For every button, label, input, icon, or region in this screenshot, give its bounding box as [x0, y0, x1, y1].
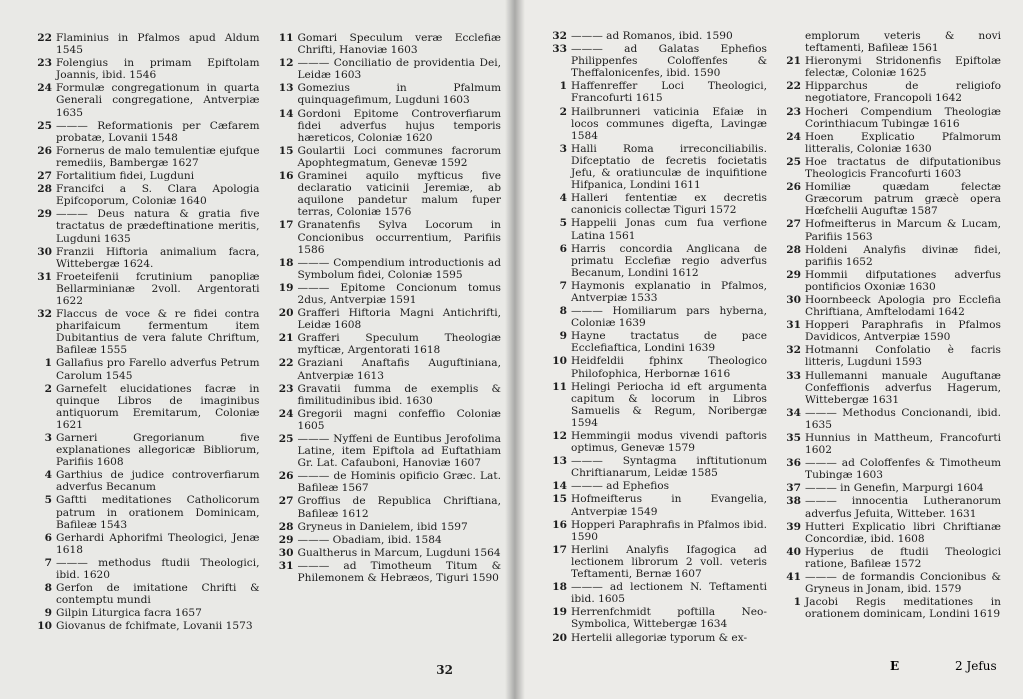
- entry-text: Hieronymi Stridonenfis Epiftolæ felectæ, Coloniæ 1625: [805, 55, 1001, 80]
- entry-number: 37: [786, 482, 801, 495]
- entry-text: Hipparchus de religiofo negotiatore, Francopoli 1642: [805, 80, 1001, 105]
- catalog-entry: [270, 408, 502, 432]
- entry-text: ——— methodus ftudii Theologici, ibid. 1620: [56, 556, 260, 582]
- entry-text: Hyperius de ftudii Theologici ratione, Bafileæ 1572: [805, 545, 1001, 570]
- entry-text: Hertelii allegoriæ typorum & ex-: [571, 631, 748, 644]
- entry-number: 28: [786, 243, 801, 256]
- catalog-entry: [543, 30, 767, 42]
- entry-number: 10: [552, 355, 567, 368]
- entry-number: 31: [786, 319, 801, 332]
- entry-number: 22: [278, 357, 294, 370]
- right-column-1: [543, 30, 767, 645]
- catalog-entry: [543, 581, 767, 605]
- entry-number: 1: [793, 596, 801, 609]
- catalog-entry: [777, 181, 1001, 217]
- catalog-entry: [777, 521, 1001, 545]
- catalog-entry: [270, 470, 502, 494]
- catalog-entry: [270, 307, 502, 331]
- entry-number: 8: [44, 582, 52, 595]
- entry-number: 29: [786, 268, 801, 281]
- catalog-entry: [777, 156, 1001, 180]
- entry-text: Gryneus in Danielem, ibid 1597: [297, 520, 468, 533]
- catalog-entry: [270, 560, 502, 584]
- catalog-entry: [543, 330, 767, 354]
- catalog-entry: [28, 82, 260, 118]
- entry-text: ——— Epitome Concionum tomus 2dus, Antverpiæ 1591: [297, 281, 501, 306]
- catalog-entry: [28, 170, 260, 182]
- entry-text: Hoornbeeck Apologia pro Ecclefia Chriftiana, Amftelodami 1642: [805, 293, 1001, 319]
- catalog-entry: [28, 145, 260, 169]
- entry-text: ——— Conciliatio de providentia Dei, Leidæ 1603: [297, 57, 501, 82]
- catalog-entry: [28, 469, 260, 493]
- entry-number: 25: [278, 433, 294, 445]
- entry-text: Heidfeldii fphinx Theologico Philofophica, Herbornæ 1616: [571, 355, 767, 380]
- entry-text: Hommii difputationes adverfus pontificios Oxoniæ 1630: [805, 268, 1001, 293]
- entry-number: 16: [552, 518, 567, 531]
- entry-number: 38: [786, 495, 801, 508]
- entry-number: 36: [786, 457, 801, 470]
- entry-text: Graziani Anaftafis Auguftiniana, Antverpiæ 1613: [297, 357, 501, 382]
- catalog-entry: [28, 557, 260, 581]
- catalog-entry: [543, 632, 767, 644]
- entry-text: Haffenreffer Loci Theologici, Francofurti 1615: [571, 80, 767, 105]
- entry-number: 13: [278, 82, 294, 95]
- entry-text: Hemmingii modus vivendi paftoris optimus, Genevæ 1579: [571, 430, 767, 455]
- catalog-entry: [270, 282, 502, 306]
- entry-text: Fornerus de malo temulentiæ ejufque remediis, Bambergæ 1627: [56, 144, 260, 169]
- entry-text: Gilpin Liturgica facra 1657: [56, 607, 202, 620]
- entry-number: 6: [44, 531, 52, 544]
- entry-number: 14: [278, 107, 294, 120]
- catalog-entry: [777, 30, 1001, 54]
- entry-number: 27: [786, 218, 801, 231]
- catalog-entry: [543, 606, 767, 630]
- entry-text: Hailbrunneri vaticinia Efaiæ in locos communes digefta, Lavingæ 1584: [571, 105, 767, 142]
- catalog-entry: [543, 493, 767, 517]
- entry-text: Garneri Gregorianum five explanationes allegoricæ Bibliorum, Parifiis 1608: [56, 432, 260, 469]
- entry-number: 20: [552, 631, 567, 644]
- entry-number: 3: [559, 142, 567, 155]
- entry-number: 4: [559, 192, 567, 205]
- entry-text: ——— in Genefin, Marpurgi 1604: [805, 482, 984, 495]
- catalog-entry: [28, 271, 260, 307]
- entry-number: 26: [786, 181, 801, 194]
- catalog-entry: [270, 32, 502, 56]
- entry-text: Grafferi Hiftoria Magni Antichrifti, Leidæ 1608: [297, 307, 501, 332]
- catalog-entry: [777, 80, 1001, 104]
- entry-number: 30: [786, 293, 801, 306]
- entry-text: ——— innocentia Lutheranorum adverfus Jefuita, Witteber. 1631: [805, 495, 1001, 520]
- catalog-entry: [28, 308, 260, 356]
- catalog-entry: [543, 106, 767, 142]
- catalog-entry: [270, 383, 502, 407]
- entry-number: [777, 30, 805, 54]
- entry-text: Homiliæ quædam felectæ Græcorum patrum græcè opera Hœfchelii Auguftæ 1587: [805, 181, 1001, 218]
- entry-text: Flaminius in Pfalmos apud Aldum 1545: [56, 32, 260, 57]
- left-column-1: [28, 32, 260, 634]
- entry-text: ——— Methodus Concionandi, ibid. 1635: [805, 406, 1001, 431]
- entry-text: Granatenfis Sylva Locorum in Concionibus occurrentium, Parifiis 1586: [297, 219, 501, 256]
- entry-text: Grafferi Speculum Theologiæ myfticæ, Argentorati 1618: [297, 332, 501, 357]
- entry-text: Holdeni Analyfis divinæ fidei, parifiis 1652: [805, 243, 1001, 268]
- entry-number: 7: [44, 556, 52, 569]
- entry-number: 26: [37, 144, 52, 157]
- entry-text: Hopperi Paraphrafis in Pfalmos Davidicos, Antverpiæ 1590: [805, 319, 1001, 344]
- catalog-entry: [270, 547, 502, 559]
- entry-text: Fortalitium fidei, Lugduni: [56, 170, 195, 183]
- catchword: 2 Jefus: [955, 659, 997, 673]
- catalog-entry: [777, 55, 1001, 79]
- entry-text: Giovanus de fchifmate, Lovanii 1573: [56, 620, 253, 633]
- entry-text: Gualtherus in Marcum, Lugduni 1564: [297, 546, 501, 559]
- entry-number: 20: [278, 307, 294, 320]
- entry-text: Halli Roma irreconciliabilis. Difceptatio de fecretis focietatis Jefu, & oratiunculæ de inquifitione Hifpanica, Londini 1611: [571, 142, 767, 192]
- entry-number: 4: [44, 469, 52, 482]
- entry-text: Graminei aquilo myfticus five declaratio vaticinii Jeremiæ, ab aquilone pandetur malum fuper terras, Coloniæ 1576: [297, 170, 501, 219]
- entry-text: Hocheri Compendium Theologiæ Corinthiacum Tubingæ 1616: [805, 105, 1001, 130]
- entry-number: 34: [786, 406, 801, 419]
- entry-number: 2: [44, 382, 52, 395]
- catalog-entry: [270, 495, 502, 519]
- catalog-entry: [777, 294, 1001, 318]
- entry-number: 31: [37, 270, 52, 283]
- signature-mark: E: [890, 659, 900, 673]
- entry-number: 30: [278, 546, 294, 559]
- catalog-entry: [543, 544, 767, 580]
- entry-text: emplorum veteris & novi teftamenti, Bafileæ 1561: [805, 30, 1001, 55]
- catalog-entry: [777, 482, 1001, 494]
- catalog-entry: [543, 355, 767, 379]
- entry-number: 28: [37, 183, 52, 196]
- entry-number: 23: [786, 105, 801, 118]
- entry-number: 23: [37, 57, 52, 70]
- entry-number: 14: [552, 480, 567, 493]
- catalog-entry: [28, 383, 260, 431]
- catalog-entry: [28, 57, 260, 81]
- catalog-entry: [543, 305, 767, 329]
- catalog-entry: [28, 208, 260, 244]
- entry-text: ——— Syntagma inftitutionum Chriftianarum, Leidæ 1585: [571, 455, 767, 480]
- entry-number: 35: [786, 432, 801, 444]
- catalog-entry: [777, 269, 1001, 293]
- entry-text: Hofmeifterus in Marcum & Lucam, Parifiis 1563: [805, 218, 1001, 243]
- catalog-entry: [270, 219, 502, 255]
- entry-text: Gerfon de imitatione Chrifti & contemptu mundi: [56, 582, 260, 607]
- entry-number: 22: [786, 80, 801, 93]
- entry-number: 1: [44, 357, 52, 370]
- catalog-entry: [777, 218, 1001, 242]
- catalog-entry: [777, 495, 1001, 519]
- catalog-entry: [777, 457, 1001, 481]
- catalog-entry: [270, 82, 502, 106]
- catalog-entry: [543, 80, 767, 104]
- entry-number: 25: [786, 155, 801, 168]
- left-page-columns: [28, 32, 501, 634]
- entry-number: 3: [44, 432, 52, 444]
- catalog-entry: [543, 217, 767, 241]
- entry-text: ——— ad Timotheum Titum & Philemonem & Hebræos, Tiguri 1590: [297, 559, 501, 585]
- catalog-entry: [543, 430, 767, 454]
- catalog-entry: [777, 407, 1001, 431]
- entry-text: ——— Reformationis per Cæfarem probatæ, Lovanii 1548: [56, 119, 260, 144]
- entry-number: 2: [559, 105, 567, 118]
- catalog-entry: [28, 120, 260, 144]
- entry-text: Folengius in primam Epiftolam Joannis, ibid. 1546: [56, 57, 260, 82]
- entry-text: Froeteifenii fcrutinium panopliæ Bellarminianæ 2voll. Argentorati 1622: [56, 270, 260, 307]
- entry-text: Hoen Explicatio Pfalmorum litteralis, Coloniæ 1630: [805, 130, 1001, 155]
- entry-number: 32: [786, 344, 801, 357]
- entry-number: 29: [37, 208, 52, 221]
- entry-text: Hoe tractatus de difputationibus Theologicis Francofurti 1603: [805, 155, 1001, 181]
- catalog-entry: [28, 32, 260, 56]
- entry-text: Hayne tractatus de pace Ecclefiaftica, Londini 1639: [571, 330, 767, 355]
- catalog-entry: [543, 455, 767, 479]
- entry-text: Happelii Jonas cum fua verfione Latina 1561: [571, 217, 767, 242]
- catalog-entry: [777, 596, 1001, 620]
- entry-text: Francifci a S. Clara Apologia Epifcoporum, Coloniæ 1640: [56, 183, 260, 208]
- catalog-entry: [543, 480, 767, 492]
- entry-text: ——— ad Romanos, ibid. 1590: [571, 30, 733, 42]
- entry-number: 32: [37, 308, 52, 321]
- entry-text: Hullemanni manuale Auguftanæ Confeffionis adverfus Hagerum, Wittebergæ 1631: [805, 369, 1001, 406]
- entry-text: Herrenfchmidt poftilla Neo-Symbolica, Wittebergæ 1634: [571, 606, 767, 631]
- catalog-entry: [270, 521, 502, 533]
- catalog-entry: [28, 582, 260, 606]
- entry-text: Gomezius in Pfalmum quinquagefimum, Lugduni 1603: [297, 82, 501, 107]
- entry-number: 24: [786, 130, 801, 143]
- entry-number: 8: [559, 305, 567, 318]
- entry-text: Hunnius in Mattheum, Francofurti 1602: [805, 432, 1001, 457]
- catalog-entry: [543, 43, 767, 79]
- entry-text: ——— Homiliarum pars hyberna, Coloniæ 1639: [571, 305, 767, 330]
- entry-text: Gregorii magni confeffio Coloniæ 1605: [297, 407, 501, 432]
- entry-number: 12: [278, 57, 294, 70]
- entry-number: 28: [278, 520, 294, 533]
- catalog-entry: [777, 244, 1001, 268]
- catalog-entry: [777, 106, 1001, 130]
- entry-number: 15: [552, 493, 567, 506]
- entry-text: Herlini Analyfis Ifagogica ad lectionem librorum 2 voll. veteris Teftamenti, Bernæ 1607: [571, 543, 767, 581]
- entry-number: 10: [37, 620, 52, 633]
- catalog-entry: [28, 532, 260, 556]
- entry-text: ——— ad lectionem N. Teftamenti ibid. 1605: [571, 581, 767, 606]
- entry-text: Haymonis explanatio in Pfalmos, Antverpiæ 1533: [571, 279, 767, 304]
- entry-number: 5: [559, 217, 567, 230]
- entry-number: 13: [552, 455, 567, 468]
- entry-text: Goulartii Loci communes facrorum Apophtegmatum, Genevæ 1592: [297, 144, 501, 169]
- catalog-entry: [777, 319, 1001, 343]
- catalog-entry: [28, 246, 260, 270]
- entry-number: 19: [552, 606, 567, 619]
- entry-text: Hutteri Explicatio libri Chriftianæ Concordiæ, ibid. 1608: [805, 520, 1001, 545]
- entry-text: ——— ad Galatas Ephefios Philippenfes Coloffenfes & Theffalonicenfes, ibid. 1590: [571, 43, 767, 80]
- entry-text: Gomari Speculum veræ Ecclefiæ Chrifti, Hanoviæ 1603: [297, 32, 501, 57]
- entry-number: 33: [786, 369, 801, 382]
- entry-text: ——— de Hominis opificio Græc. Lat. Bafileæ 1567: [297, 470, 501, 495]
- catalog-entry: [777, 344, 1001, 368]
- catalog-entry: [270, 257, 502, 281]
- catalog-entry: [270, 108, 502, 144]
- entry-number: 22: [37, 32, 52, 44]
- catalog-entry: [777, 571, 1001, 595]
- entry-text: ——— Nyffeni de Euntibus Jerofolima Latine, item Epiftola ad Euftathiam Gr. Lat. Cafauboni, Hanoviæ 1607: [297, 433, 501, 470]
- entry-text: Gordoni Epitome Controverfiarum fidei adverfus hujus temporis hæreticos, Coloniæ 1620: [297, 107, 501, 144]
- entry-number: 26: [278, 470, 294, 483]
- catalog-entry: [28, 620, 260, 632]
- entry-text: Garthius de judice controverfiarum adverfus Becanum: [56, 469, 260, 494]
- entry-number: 11: [278, 32, 294, 44]
- entry-text: Gravatii fumma de exemplis & fimilitudinibus ibid. 1630: [297, 382, 501, 407]
- catalog-entry: [543, 243, 767, 279]
- entry-text: Hofmeifterus in Evangelia, Antverpiæ 1549: [571, 493, 767, 518]
- entry-number: 15: [278, 144, 294, 157]
- entry-number: 19: [278, 281, 294, 294]
- entry-text: Helingi Periocha id eft argumenta capitum & locorum in Libros Samuelis & Regum, Noribergæ 1594: [571, 380, 767, 429]
- catalog-entry: [270, 170, 502, 218]
- entry-text: Hopperi Paraphrafis in Pfalmos ibid. 1590: [571, 518, 767, 543]
- entry-number: 24: [278, 407, 294, 420]
- catalog-entry: [543, 280, 767, 304]
- catalog-entry: [270, 145, 502, 169]
- entry-text: ——— ad Ephefios: [571, 480, 670, 493]
- entry-text: Franzii Hiftoria animalium facra, Wittebergæ 1624.: [56, 245, 260, 270]
- entry-number: 17: [278, 219, 294, 232]
- entry-text: ——— Obadiam, ibid. 1584: [297, 533, 442, 546]
- entry-text: Formulæ congregationum in quarta Generali congregatione, Antverpiæ 1635: [56, 82, 260, 119]
- catalog-entry: [270, 534, 502, 546]
- catalog-entry: [270, 357, 502, 381]
- catalog-entry: [543, 519, 767, 543]
- entry-number: 33: [552, 43, 567, 56]
- entry-number: 6: [559, 242, 567, 255]
- entry-number: 1: [559, 80, 567, 93]
- entry-number: 16: [278, 170, 294, 183]
- catalog-entry: [28, 432, 260, 468]
- entry-number: 25: [37, 119, 52, 132]
- entry-number: 40: [786, 545, 801, 558]
- entry-text: Hotmanni Confolatio è facris litteris, Lugduni 1593: [805, 344, 1001, 369]
- entry-number: 7: [559, 279, 567, 292]
- entry-text: ——— Compendium introductionis ad Symbolum fidei, Coloniæ 1595: [297, 256, 501, 281]
- entry-text: Halleri fententiæ ex decretis canonicis collectæ Tiguri 1572: [571, 192, 767, 217]
- catalog-entry: [270, 57, 502, 81]
- catalog-entry: [28, 357, 260, 381]
- catalog-entry: [28, 494, 260, 530]
- right-column-2: [777, 30, 1001, 645]
- catalog-entry: [270, 433, 502, 469]
- entry-number: 23: [278, 382, 294, 395]
- entry-text: Gallafius pro Farello adverfus Petrum Carolum 1545: [56, 357, 260, 382]
- entry-number: 9: [44, 607, 52, 620]
- entry-number: 41: [786, 571, 801, 584]
- entry-number: 11: [552, 380, 567, 393]
- entry-text: ——— Deus natura & gratia five tractatus de prædeftinatione meritis, Lugduni 1635: [56, 208, 260, 245]
- catalog-entry: [28, 183, 260, 207]
- catalog-entry: [777, 370, 1001, 406]
- catalog-entry: [543, 192, 767, 216]
- entry-number: 27: [37, 170, 52, 183]
- entry-number: 5: [44, 494, 52, 507]
- catalog-entry: [270, 332, 502, 356]
- entry-number: 17: [552, 543, 567, 556]
- entry-text: Gerhardi Aphorifmi Theologici, Jenæ 1618: [56, 531, 260, 556]
- catalog-entry: [543, 143, 767, 191]
- entry-text: Groffius de Republica Chriftiana, Bafileæ 1612: [297, 495, 501, 520]
- right-page-columns: [543, 30, 1001, 645]
- entry-number: 31: [278, 559, 294, 572]
- entry-text: ——— de formandis Concionibus & Gryneus in Jonam, ibid. 1579: [805, 571, 1001, 596]
- entry-text: Jacobi Regis meditationes in orationem dominicam, Londini 1619: [805, 596, 1001, 621]
- left-column-2: [270, 32, 502, 634]
- entry-number: 29: [278, 533, 294, 546]
- page-number: 32: [436, 663, 453, 677]
- entry-number: 39: [786, 520, 801, 533]
- catalog-entry: [777, 546, 1001, 570]
- entry-text: Harris concordia Anglicana de primatu Ecclefiæ regio adverfus Becanum, Londini 1612: [571, 242, 767, 279]
- catalog-entry: [777, 131, 1001, 155]
- catalog-entry: [777, 432, 1001, 456]
- entry-number: 32: [552, 30, 567, 42]
- entry-number: 21: [786, 55, 801, 68]
- entry-text: Garnefelt elucidationes facræ in quinque Libros de imaginibus antiquorum Eremitarum, Coloniæ 1621: [56, 382, 260, 431]
- entry-number: 12: [552, 430, 567, 442]
- catalog-entry: [28, 607, 260, 619]
- entry-number: 27: [278, 495, 294, 508]
- entry-number: 30: [37, 245, 52, 258]
- right-page: [515, 0, 1023, 699]
- entry-text: Gaftti meditationes Catholicorum patrum in orationem Dominicam, Bafileæ 1543: [56, 494, 260, 531]
- entry-number: 9: [559, 330, 567, 343]
- catalog-entry: [543, 381, 767, 429]
- entry-number: 21: [278, 332, 294, 345]
- entry-text: ——— ad Coloffenfes & Timotheum Tubingæ 1603: [805, 457, 1001, 482]
- entry-number: 18: [278, 256, 294, 269]
- entry-text: Flaccus de voce & re fidei contra pharifaicum fermentum item Dubitantius de vera falute Chriftum, Bafileæ 1555: [56, 308, 260, 357]
- entry-number: 24: [37, 82, 52, 95]
- entry-number: 18: [552, 581, 567, 594]
